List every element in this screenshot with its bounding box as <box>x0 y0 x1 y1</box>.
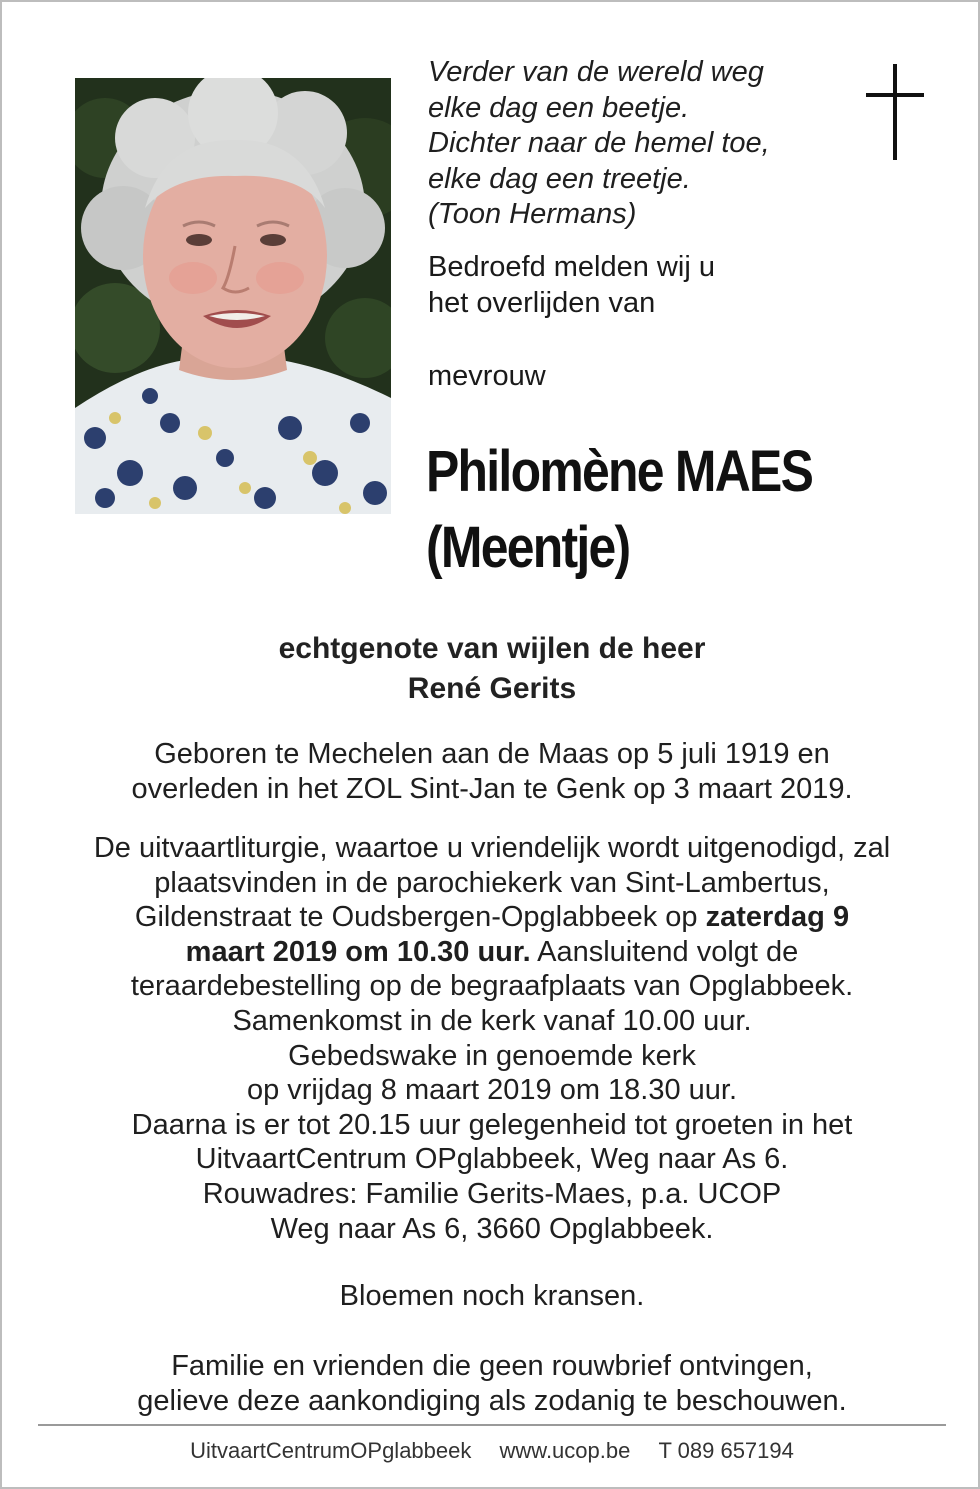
poem-line: elke dag een treetje. <box>428 162 691 195</box>
funeral-line: op vrijdag 8 maart 2019 om 18.30 uur. <box>246 1074 738 1107</box>
funeral-line: teraardebestelling op de begraafplaats van Opglabbeek. <box>130 970 854 1003</box>
spouse-name: René Gerits <box>407 672 577 705</box>
footer-divider <box>38 1424 946 1426</box>
funeral-text: Aansluitend volgt de <box>530 935 799 968</box>
funeral-line: Rouwadres: Familie Gerits-Maes, p.a. UCOP <box>202 1177 782 1210</box>
funeral-line: Gebedswake in genoemde kerk <box>288 1039 696 1072</box>
intro-line: Bedroefd melden wij u <box>428 251 715 283</box>
family-note <box>22 1349 962 1418</box>
portrait-photo <box>75 78 391 514</box>
honorific: mevrouw <box>428 360 546 392</box>
deceased-name <box>426 434 812 586</box>
funeral-line: De uitvaartliturgie, waartoe u vriendelijk wordt uitgenodigd, zal <box>93 832 891 864</box>
poem-author: (Toon Hermans) <box>428 198 637 230</box>
poem-line: elke dag een beetje. <box>428 91 690 124</box>
footer-website[interactable]: www.ucop.be <box>499 1438 631 1463</box>
birth-death-info <box>22 737 962 806</box>
funeral-time: maart 2019 om 10.30 uur. <box>185 935 531 968</box>
funeral-line: Daarna is er tot 20.15 uur gelegenheid tot groeten in het <box>131 1108 853 1141</box>
funeral-details <box>22 831 962 1246</box>
flowers-note: Bloemen noch kransen. <box>339 1280 645 1312</box>
footer-company: UitvaartCentrumOPglabbeek <box>190 1438 472 1463</box>
poem-line: Verder van de wereld weg <box>428 56 764 88</box>
funeral-text: Gildenstraat te Oudsbergen-Opglabbeek op <box>134 901 706 934</box>
funeral-line: Weg naar As 6, 3660 Opglabbeek. <box>270 1212 714 1245</box>
born-line: Geboren te Mechelen aan de Maas op 5 juli 1919 en <box>154 738 830 770</box>
funeral-line: UitvaartCentrum OPglabbeek, Weg naar As 6. <box>195 1143 789 1176</box>
announcement-intro <box>428 250 715 321</box>
spouse-line: echtgenote van wijlen de heer <box>278 632 706 665</box>
funeral-line <box>22 900 962 935</box>
intro-line: het overlijden van <box>428 286 656 319</box>
funeral-line: Samenkomst in de kerk vanaf 10.00 uur. <box>232 1004 752 1037</box>
poem-line: Dichter naar de hemel toe, <box>428 127 770 159</box>
nickname: (Meentje) <box>426 515 630 580</box>
footer-phone: T 089 657194 <box>658 1438 794 1463</box>
family-line: gelieve deze aankondiging als zodanig te beschouwen. <box>137 1384 847 1417</box>
cross-icon <box>866 64 924 160</box>
full-name: Philomène MAES <box>426 439 813 504</box>
funeral-date: zaterdag 9 <box>705 901 850 934</box>
poem <box>428 55 770 233</box>
portrait-illustration <box>75 78 391 514</box>
died-line: overleden in het ZOL Sint-Jan te Genk op 3 maart 2019. <box>131 772 853 805</box>
spouse-info <box>2 629 980 709</box>
funeral-line: plaatsvinden in de parochiekerk van Sint-Lambertus, <box>154 866 830 899</box>
family-line: Familie en vrienden die geen rouwbrief ontvingen, <box>171 1350 813 1382</box>
footer <box>2 1437 980 1465</box>
funeral-line <box>22 935 962 970</box>
